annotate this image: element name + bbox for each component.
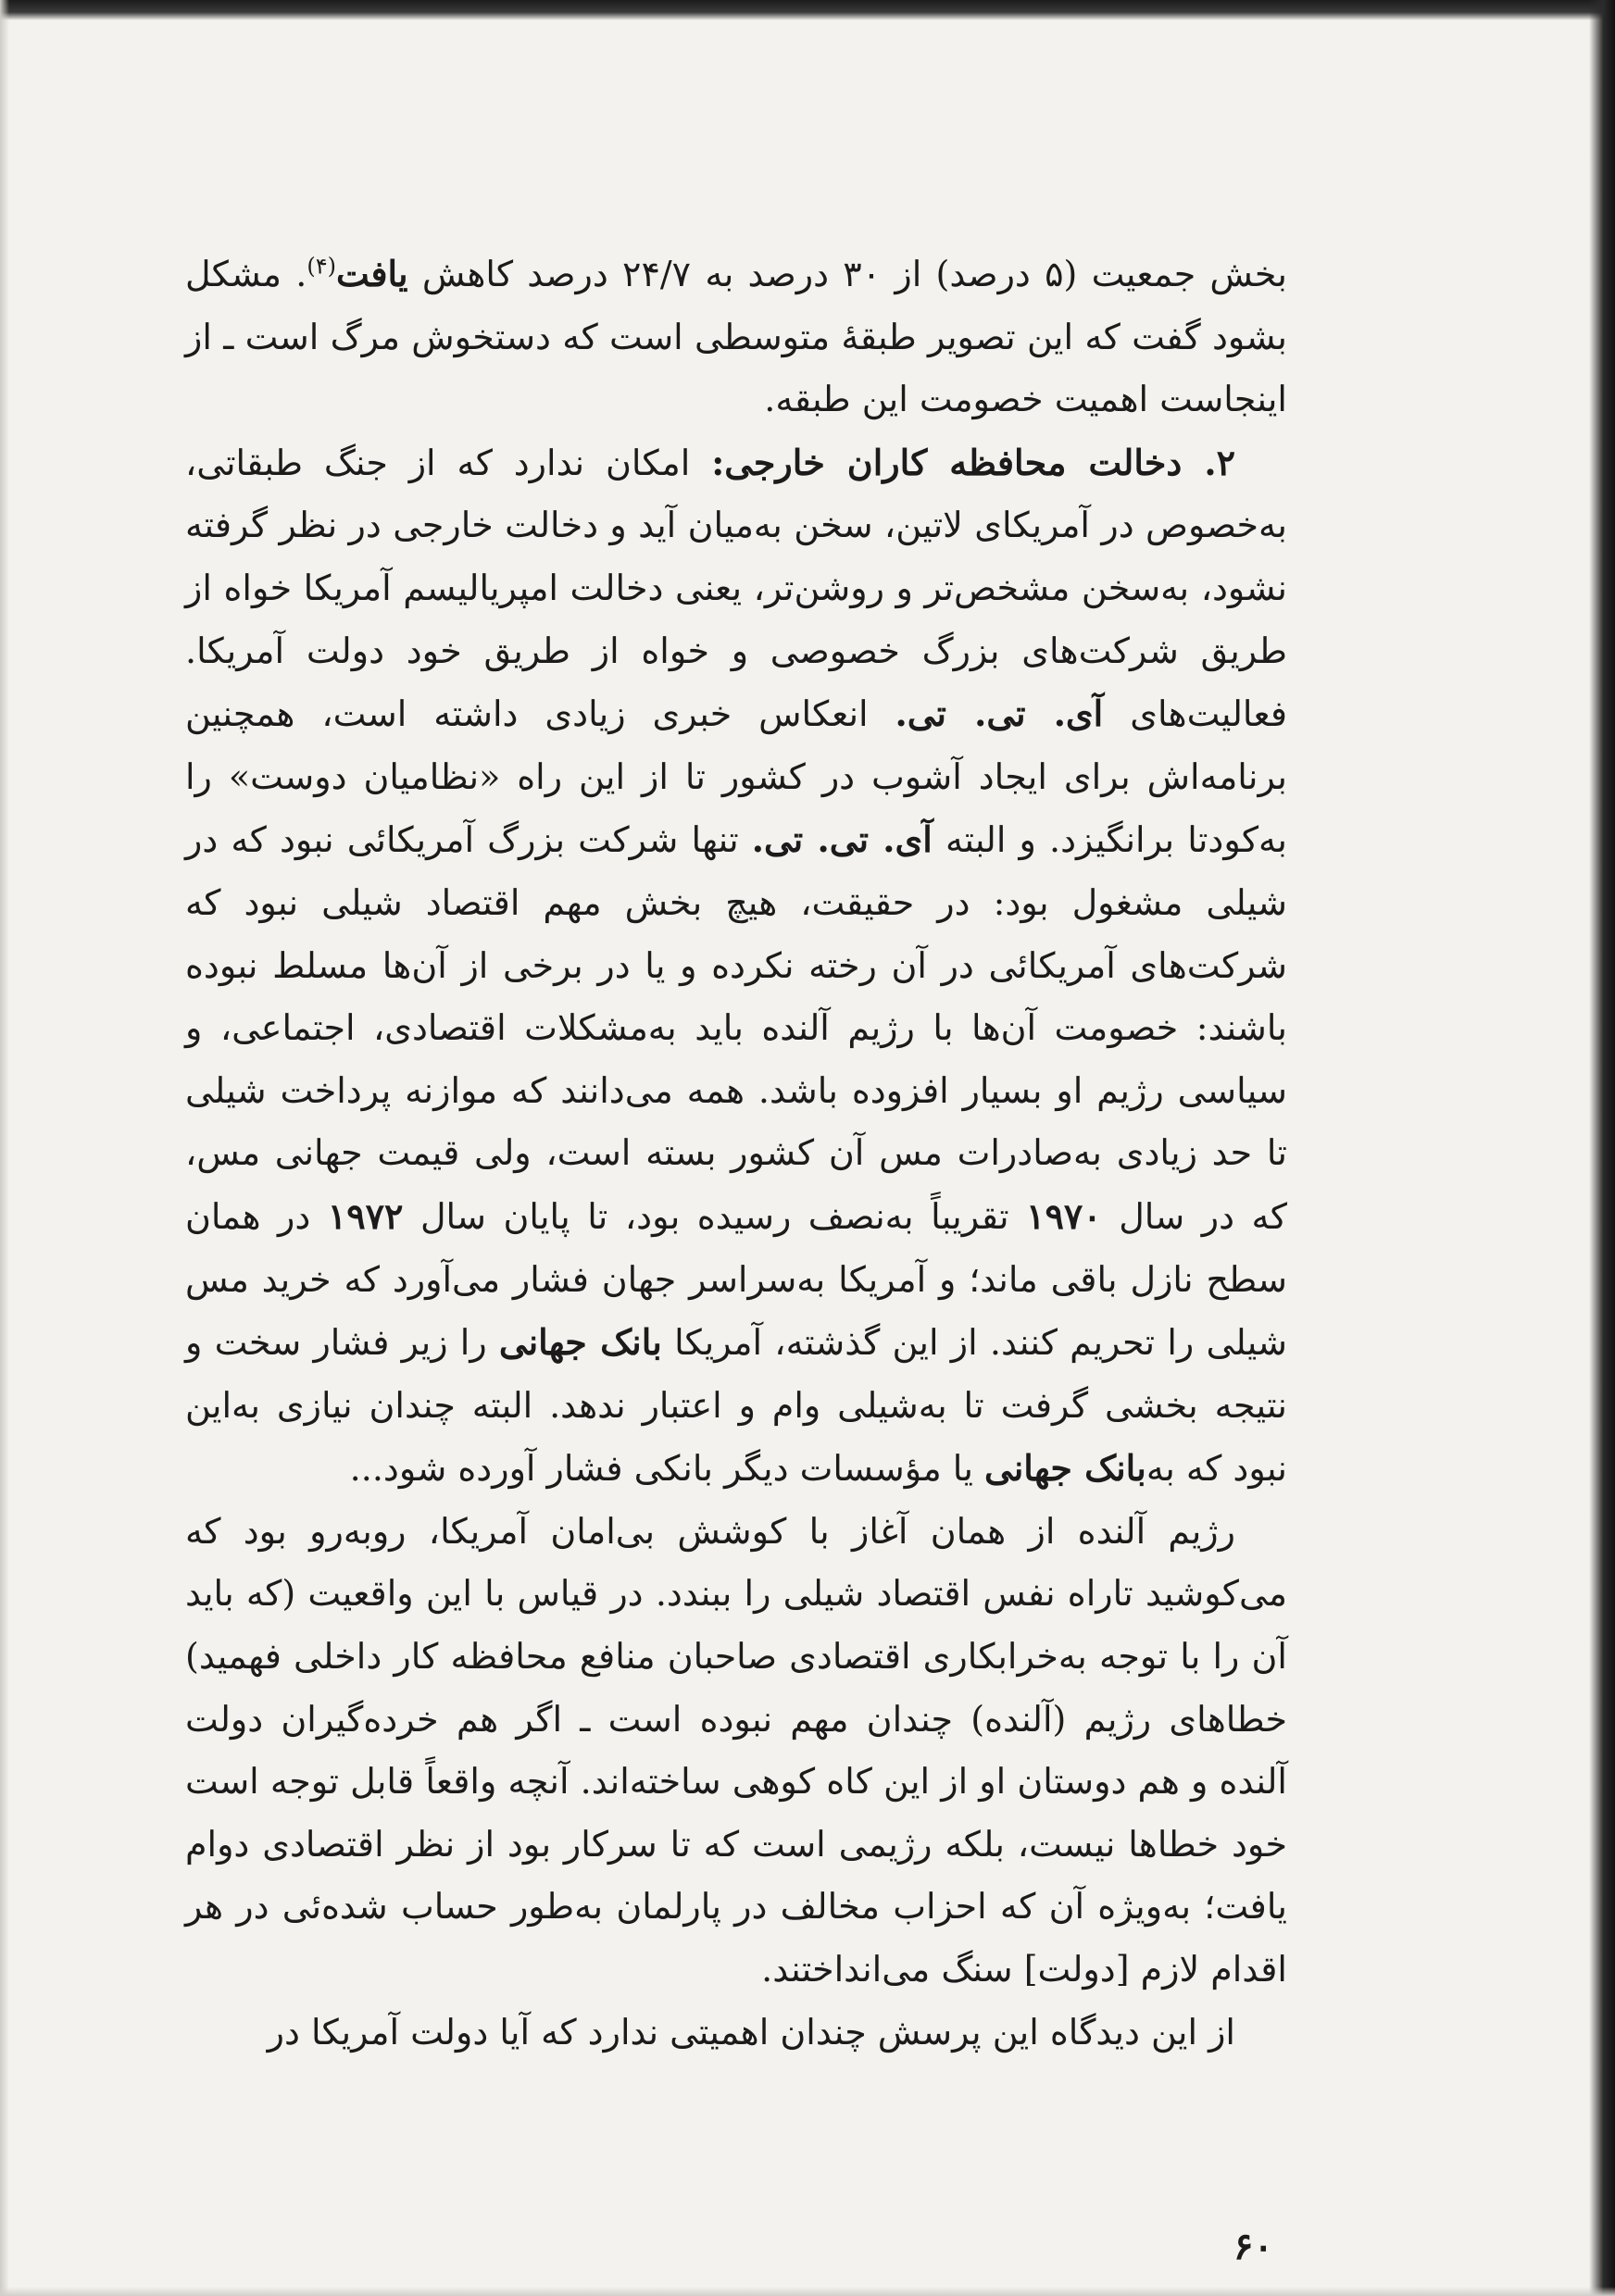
- text-segment-bold: آی. تی. تی.: [895, 693, 1104, 735]
- text-segment-bold: بانک جهانی: [498, 1321, 662, 1364]
- scanner-edge-bottom: [0, 2287, 1615, 2296]
- text-segment: بخش جمعیت (۵ درصد) از ۳۰ درصد به ۲۴/۷ درصد کاهش: [407, 254, 1287, 294]
- text-segment-bold: یافت: [336, 253, 408, 294]
- scanner-edge-left: [0, 0, 9, 2296]
- text-segment: یا مؤسسات دیگر بانکی فشار آورده شود...: [349, 1448, 985, 1490]
- paragraph-4: [185, 2002, 1287, 2065]
- text-segment: تقریباً به‌نصف رسیده بود، تا پایان سال: [403, 1195, 1027, 1237]
- text-segment: رژیم آلنده از همان آغاز با کوشش بی‌امان آمریکا، روبه‌رو بود که می‌کوشید تاراه نفس اقتصاد شیلی را ببندد. در قیاس با این واقعیت (که باید آن را با توجه به‌خرابکاری اقتصادی صاحبان منافع محافظه کار داخلی فهمید) خطاهای رژیم (آلنده) چندان مهم نبوده است ـ اگر هم خرده‌گیران دولت آلنده و هم دوستان او از این کاه کوهی ساخته‌اند. آنچه واقعاً قابل توجه است خود خطاها نیست، بلکه رژیمی است که تا سرکار بود از نظر اقتصادی دوام یافت؛ به‌ویژه آن که احزاب مخالف در پارلمان به‌طور حساب شده‌ئی در هر اقدام لازم [دولت] سنگ می‌انداختند.: [185, 1510, 1287, 1990]
- text-segment: را زیر فشار سخت و نتیجه بخشی گرفت تا به‌شیلی وام و اعتبار ندهد. البته چندان نیازی به‌این نبود که به‌: [185, 1322, 1287, 1490]
- text-segment-bold: ۱۹۷۰: [1026, 1194, 1102, 1237]
- text-segment: از این دیدگاه این پرسش چندان اهمیتی ندارد که آیا دولت آمریکا در: [267, 2011, 1235, 2053]
- text-segment: انعکاس خبری زیادی داشته است، همچنین برنامه‌اش برای ایجاد آشوب در کشور تا از این راه «نظامیان دوست» را به‌کودتا برانگیزد. و البته: [185, 693, 1288, 861]
- text-segment-bold: بانک جهانی: [984, 1447, 1146, 1490]
- page-number: ۶۰: [1233, 2225, 1273, 2268]
- text-segment-bold: ۱۹۷۲: [327, 1194, 404, 1237]
- text-segment-bold: آی. تی. تی.: [751, 818, 933, 861]
- section-heading: ۲. دخالت محافظه کاران خارجی:: [711, 441, 1236, 483]
- paragraph-1: [185, 243, 1287, 431]
- scanner-edge-right: [1589, 0, 1615, 2296]
- text-segment: امکان ندارد که از جنگ طبقاتی، به‌خصوص در آمریکای لاتین، سخن به‌میان آید و دخالت خارجی در نظر گرفته نشود، به‌سخن مشخص‌تر و روشن‌تر، یعنی دخالت امپریالیسم آمریکا خواه از طریق شرکت‌های بزرگ خصوصی و خواه از طریق خود دولت آمریکا. فعالیت‌های: [185, 442, 1288, 735]
- page-body: [185, 243, 1287, 2064]
- text-segment: در همان سطح نازل باقی ماند؛ و آمریکا به‌سراسر جهان فشار می‌آورد که خرید مس شیلی را تحریم کنند. از این گذشته، آمریکا: [185, 1195, 1287, 1364]
- text-segment: تنها شرکت بزرگ آمریکائی نبود که در شیلی مشغول بود: در حقیقت، هیچ بخش مهم اقتصاد شیلی نبود که شرکت‌های آمریکائی در آن رخته نکرده و یا در برخی از آن‌ها مسلط نبوده باشند: خصومت آن‌ها با رژیم آلنده باید به‌مشکلات اقتصادی، اجتماعی، و سیاسی رژیم او بسیار افزوده باشد. همه می‌دانند که موازنه پرداخت شیلی تا حد زیادی به‌صادرات مس آن کشور بسته است، ولی قیمت جهانی مس، که در سال: [185, 819, 1287, 1237]
- paragraph-2: [185, 431, 1287, 1501]
- text-segment: . مشکل بشود گفت که این تصویر طبقهٔ متوسطی است که دستخوش مرگ است ـ از اینجاست اهمیت خصومت این طبقه.: [185, 254, 1287, 420]
- footnote-marker: (۴): [307, 253, 336, 280]
- scanner-edge-top: [0, 0, 1615, 20]
- paragraph-3: [185, 1501, 1287, 2002]
